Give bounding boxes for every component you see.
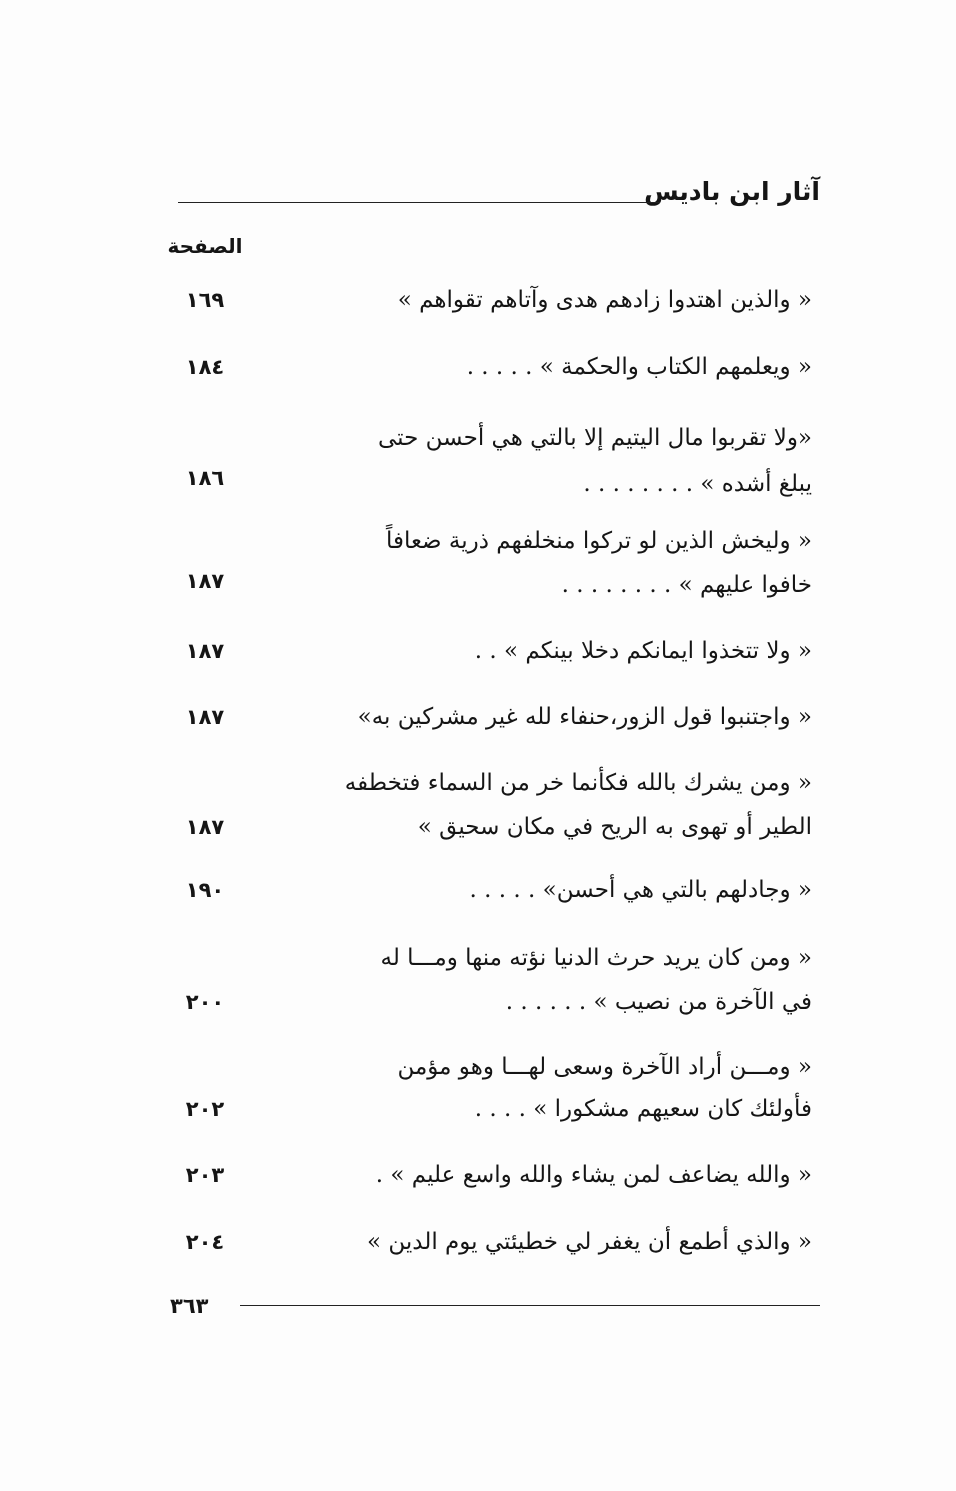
entry-line: « ويعلمهم الكتاب والحكمة » . . . . . [466,354,812,380]
entry-line: « ومن كان يريد حرث الدنيا نؤته منها ومـــا له [380,945,812,971]
entry-page-number: ٢٠٠ [185,990,225,1014]
entry-line: « ومـــن أراد الآخرة وسعى لهـــا وهو مؤمن [397,1054,812,1080]
entry-page-number: ١٨٧ [185,569,225,593]
entry-line: يبلغ أشده » . . . . . . . . [583,471,812,497]
entry-page-number: ١٨٤ [185,355,225,379]
entry-page-number: ١٨٧ [185,815,225,839]
entry-page-number: ٢٠٤ [185,1230,225,1254]
entry-page-number: ١٨٧ [185,639,225,663]
entry-line: خافوا عليهم » . . . . . . . . [561,572,812,598]
entry-line: « واجتنبوا قول الزور،حنفاء لله غير مشركين به» [357,704,812,730]
entry-line: « والذي أطمع أن يغفر لي خطيئتي يوم الدين » [366,1229,812,1255]
entry-page-number: ١٩٠ [185,878,225,902]
entry-line: « وليخش الذين لو تركوا منخلفهم ذرية ضعافاً [385,528,812,554]
entry-page-number: ١٦٩ [185,288,225,312]
page-column-label: الصفحة [167,234,243,258]
entry-line: « ومن يشرك بالله فكأنما خر من السماء فتخطفه [344,770,812,796]
entry-line: فأولئك كان سعيهم مشكورا » . . . . [474,1096,812,1122]
entry-page-number: ١٨٧ [185,705,225,729]
entry-page-number: ٢٠٣ [185,1163,225,1187]
entry-line: «ولا تقربوا مال اليتيم إلا بالتي هي أحسن حتى [377,425,812,451]
entry-line: « وجادلهم بالتي هي أحسن» . . . . . [469,877,812,903]
page-footer [170,1290,820,1324]
entry-line: « ولا تتخذوا ايمانكم دخلا بينكم » . . [474,638,812,664]
entry-page-number: ٢٠٢ [185,1097,225,1121]
running-title: آثار ابن باديس [644,177,820,206]
entry-line: « والله يضاعف لمن يشاء والله واسع عليم » . [375,1162,812,1188]
footer-page-number: ٣٦٣ [170,1294,209,1318]
entry-line: في الآخرة من نصيب » . . . . . . [505,989,812,1015]
entry-page-number: ١٨٦ [185,466,225,490]
entry-line: الطير أو تهوى به الريح في مكان سحيق » [417,814,812,840]
entry-line: « والذين اهتدوا زادهم هدى وآتاهم تقواهم » [397,287,812,313]
footer-rule [240,1305,820,1306]
